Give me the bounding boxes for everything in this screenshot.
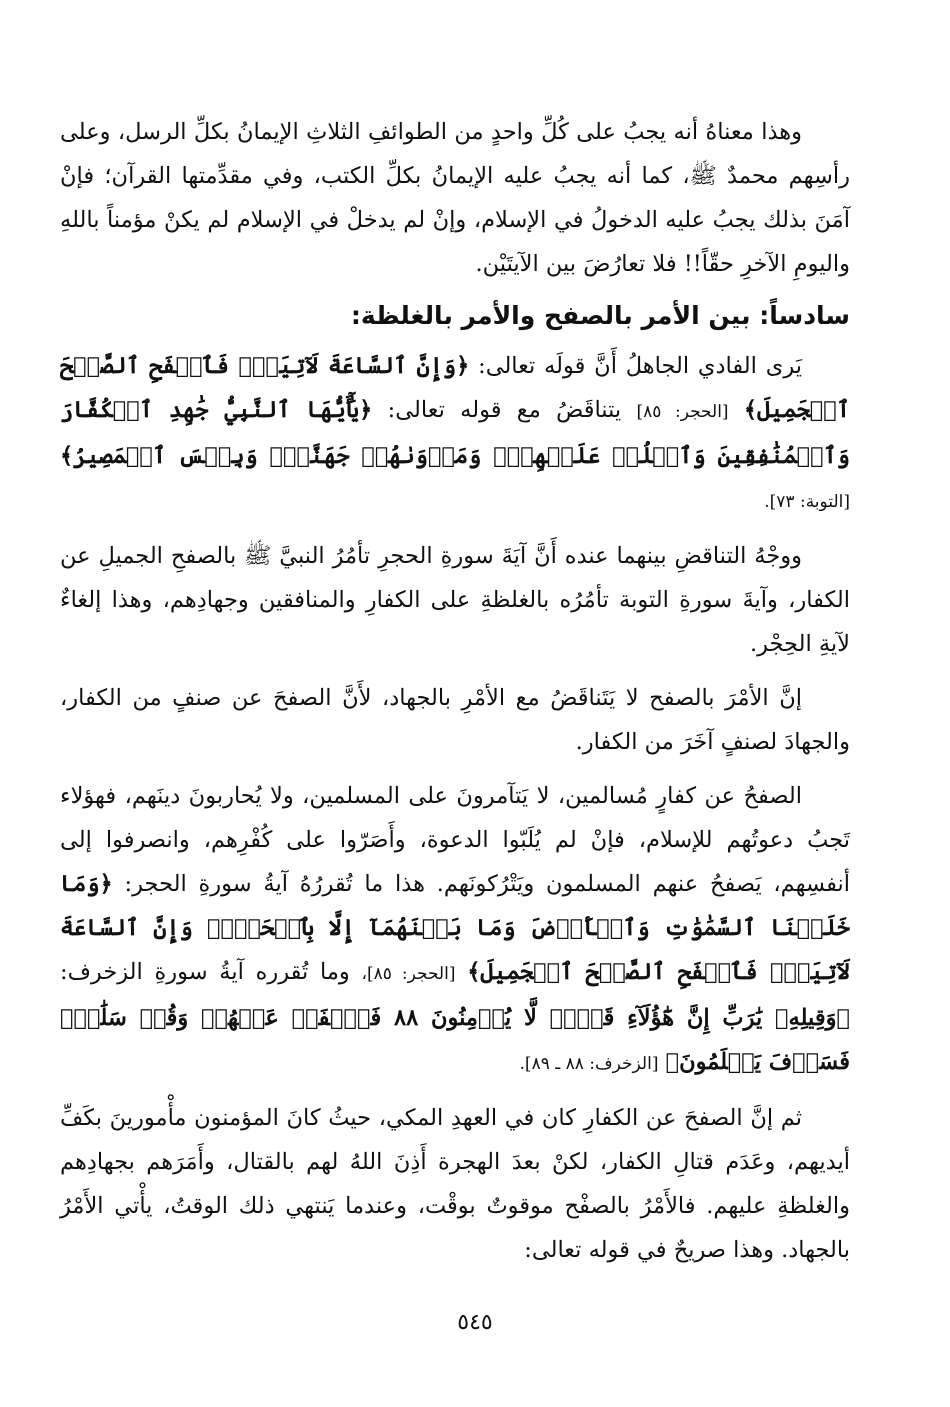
paragraph-2 (60, 344, 850, 524)
paragraph-5 (60, 774, 850, 1086)
verse-reference: [الحجر: ٨٥]، (361, 964, 456, 984)
page-body (60, 110, 850, 1282)
paragraph-2-intro: يَرى الفادي الجاهلُ أَنَّ قولَه تعالى: (478, 353, 802, 379)
page-number: ٥٤٥ (457, 1310, 493, 1335)
paragraph-5-text: الصفحُ عن كفارٍ مُسالمين، لا يَتآمرونَ على المسلمين، ولا يُحاربونَ دينَهم، فهؤلاء تَجبُ دعوتُهم للإسلام، فإنْ لم يُلَبّوا الدعوة، وأَصَرّوا على كُفْرِهم، وانصرفوا إلى أنفسِهم، يَصفحُ عنهم المسلمون ويَتْرُكونَهم. هذا ما تُقررُهُ آيةُ سورةِ الحجر: (60, 783, 850, 897)
quran-verse-hijr-85: ﴿وَإِنَّ ٱلسَّاعَةَ لَآتِيَةٌۖ فَٱصۡفَحِ ٱلصَّفۡحَ ٱلۡجَمِيلَ﴾ (60, 353, 850, 423)
paragraph-3: ووجْهُ التناقضِ بينهما عنده أَنَّ آيَةَ سورةِ الحجرِ تأمُرُ النبيَّ ﷺ بالصفحِ الجميلِ عن الكفار، وآيةَ سورةِ التوبة تأمُرُه بالغلظةِ على الكفارِ والمنافقين وجهادِهم، وهذا إلغاءٌ لآيةِ الحِجْر. (60, 543, 850, 657)
verse-reference: [الحجر: ٨٥] (636, 402, 729, 422)
paragraph-5-mid: وما تُقرره آيةُ سورةِ الزخرف: (60, 959, 350, 985)
section-heading: سادساً: بين الأمر بالصفح والأمر بالغلظة: (350, 301, 850, 330)
paragraph-1: وهذا معناهُ أنه يجبُ على كُلِّ واحدٍ من الطوائفِ الثلاثِ الإيمانُ بكلِّ الرسل، وعلى رأسِهم محمدٌ ﷺ، كما أنه يجبُ عليه الإيمانُ بكلِّ الكتب، وفي مقدِّمتها القرآن؛ فإنْ آمَنَ بذلك يجبُ عليه الدخولُ في الإسلام، وإنْ لم يدخلْ في الإسلام لم يكنْ مؤمناً باللهِ واليومِ الآخرِ حقّاً!! فلا تعارُضَ بين الآيتَيْن. (60, 119, 850, 277)
quran-verse-tawba-73: ﴿يَٰٓأَيُّهَا ٱلنَّبِيُّ جَٰهِدِ ٱلۡكُفَّارَ وَٱلۡمُنَٰفِقِينَ وَٱغۡلُظۡ عَلَيۡهِمۡۚ وَمَأۡوَىٰهُمۡ جَهَنَّمُۖ وَبِئۡسَ ٱلۡمَصِيرُ﴾ (60, 397, 850, 469)
paragraph-4: إنَّ الأمْرَ بالصفح لا يَتَناقَضُ مع الأمْرِ بالجهاد، لأَنَّ الصفحَ عن صنفٍ من الكفار، والجهادَ لصنفٍ آخَرَ من الكفار. (60, 685, 850, 755)
paragraph-2-mid: يتناقَضُ مع قوله تعالى: (387, 397, 622, 423)
paragraph-6: ثم إنَّ الصفحَ عن الكفارِ كان في العهدِ المكي، حيثُ كانَ المؤمنون مأْمورينَ بكَفِّ أيديهم، وعَدَم قتالِ الكفار، لكنْ بعدَ الهجرة أَذِنَ اللهُ لهم بالقتال، وأَمَرَهم بجهادِهم والغلظةِ عليهم. فالأَمْرُ بالصفْح موقوتٌ بوقْت، وعندما يَنتهي ذلك الوقتُ، يأْتي الأَمْرُ بالجهاد. وهذا صريحٌ في قوله تعالى: (60, 1105, 850, 1263)
verse-reference: [التوبة: ٧٣]. (764, 492, 850, 512)
quran-verse-hijr-85-full: ﴿وَمَا خَلَقۡنَا ٱلسَّمَٰوَٰتِ وَٱلۡأَرۡضَ وَمَا بَيۡنَهُمَآ إِلَّا بِٱلۡحَقِّۗ وَإِنَّ ٱلسَّاعَةَ لَآتِيَةٌۖ فَٱصۡفَحِ ٱلصَّفۡحَ ٱلۡجَمِيلَ﴾ (60, 871, 851, 985)
verse-reference: [الزخرف: ٨٨ ـ ٨٩]. (519, 1054, 659, 1074)
quran-verse-zukhruf-88-89: ﴿وَقِيلِهِۦ يَٰرَبِّ إِنَّ هَٰٓؤُلَآءِ قَوۡمٞ لَّا يُؤۡمِنُونَ ٨٨ فَٱصۡفَحۡ عَنۡهُمۡ وَقُلۡ سَلَٰمٞۚ فَسَوۡفَ يَعۡلَمُونَ﴾ (60, 1005, 850, 1075)
